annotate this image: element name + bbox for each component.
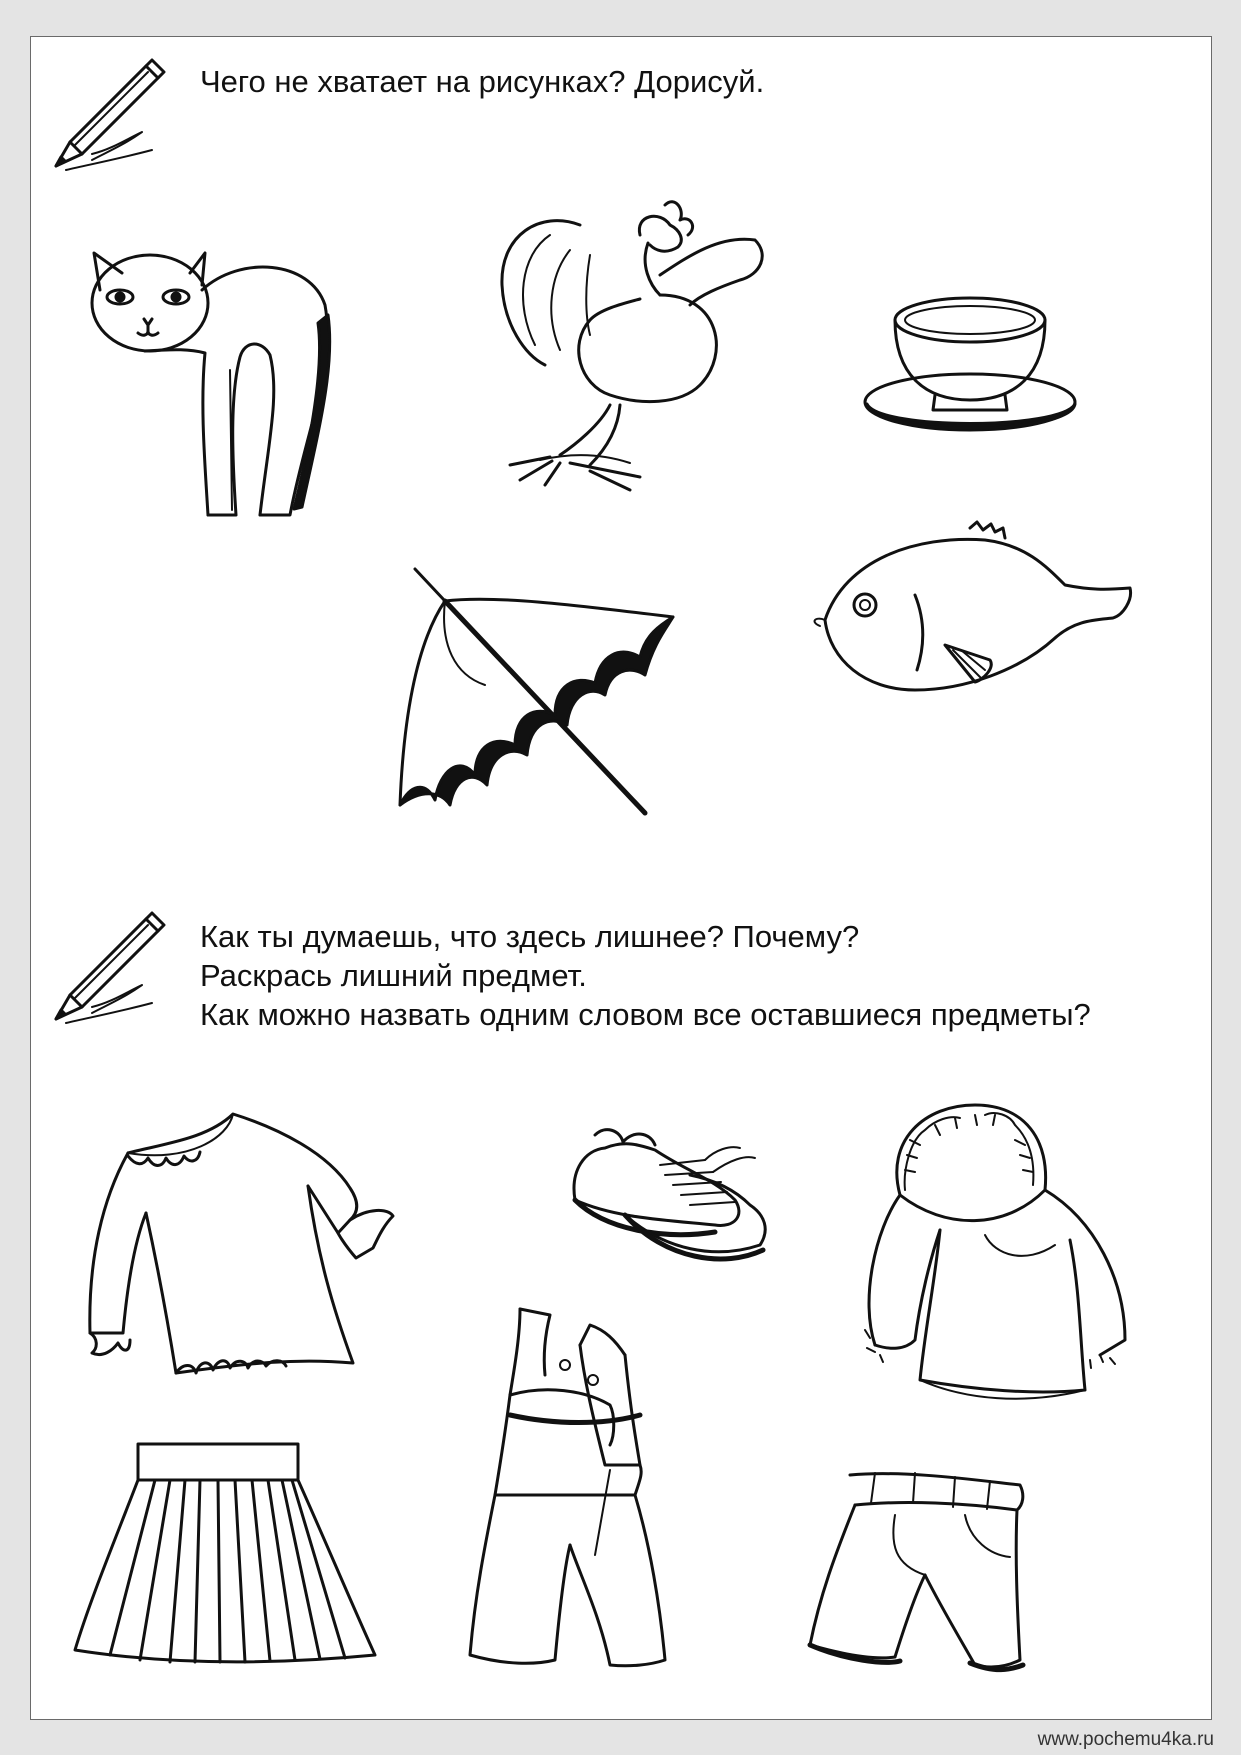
sweater-drawing bbox=[88, 1108, 428, 1383]
fish-drawing bbox=[805, 520, 1135, 700]
overalls-drawing bbox=[465, 1305, 685, 1680]
task2-instruction-line-1: Как ты думаешь, что здесь лишнее? Почему? bbox=[200, 919, 860, 954]
footer-url: www.pochemu4ka.ru bbox=[1037, 1729, 1214, 1750]
shorts-drawing bbox=[805, 1465, 1035, 1675]
pencil-icon bbox=[52, 907, 172, 1025]
task1-instruction: Чего не хватает на рисунках? Дорисуй. bbox=[200, 64, 765, 99]
skirt-drawing bbox=[70, 1440, 380, 1670]
teacup-drawing bbox=[855, 290, 1085, 440]
pencil-icon bbox=[52, 54, 172, 172]
task2-instruction bbox=[200, 917, 1091, 1034]
hooded-jacket-drawing bbox=[865, 1100, 1140, 1430]
task2-instruction-line-2: Раскрась лишний предмет. bbox=[200, 958, 587, 993]
sneakers-drawing bbox=[565, 1120, 775, 1270]
rooster-drawing bbox=[490, 195, 800, 505]
umbrella-drawing bbox=[395, 565, 685, 820]
cat-drawing bbox=[80, 245, 350, 525]
task2-instruction-line-3: Как можно назвать одним словом все оставшиеся предметы? bbox=[200, 997, 1091, 1032]
